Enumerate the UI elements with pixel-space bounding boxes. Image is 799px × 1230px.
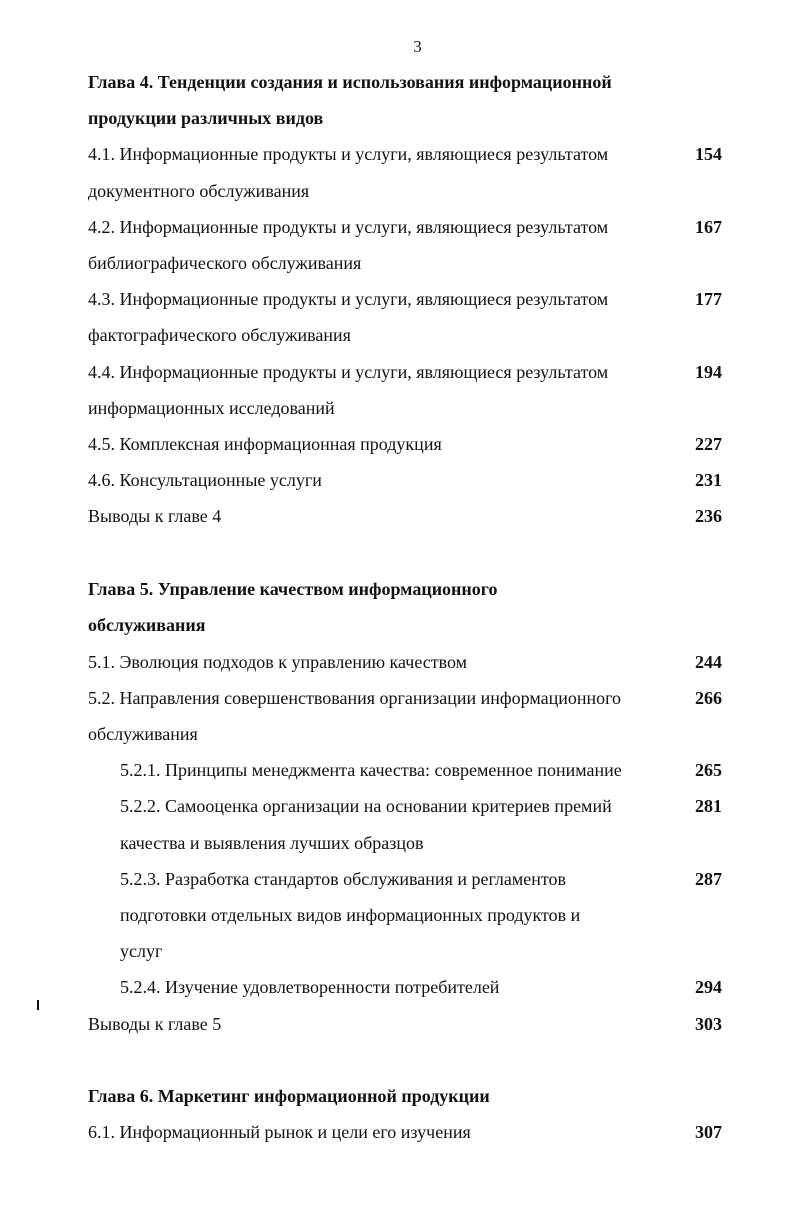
toc-entry-line: 6.1. Информационный рынок и цели его изучения [88, 1122, 471, 1143]
toc-entry-conclusions-5 [88, 1006, 728, 1042]
toc-entry-line: 5.2.3. Разработка стандартов обслуживания и регламентов [120, 868, 567, 889]
toc-entry-line: 4.2. Информационные продукты и услуги, являющиеся результатом [88, 216, 609, 237]
toc-entry-title [88, 752, 688, 788]
toc-entry-5-2-3 [88, 861, 728, 970]
toc-entry-4-3 [88, 281, 728, 353]
toc-entry-title [88, 1114, 688, 1150]
toc-entry-5-2-2 [88, 788, 728, 860]
toc-entry-title [88, 136, 688, 208]
chapter-gap [88, 535, 728, 572]
chapter-heading-line: Глава 6. Маркетинг информационной продукции [88, 1086, 490, 1107]
toc-entry-line: 4.4. Информационные продукты и услуги, являющиеся результатом [88, 361, 609, 382]
toc-entry-page: 303 [695, 1013, 722, 1034]
toc-entry-5-2 [88, 680, 728, 752]
toc-entry-title [88, 498, 688, 534]
chapter-6 [88, 1078, 728, 1150]
toc-entry-line: услуг [120, 941, 163, 962]
table-of-contents [88, 64, 728, 1151]
toc-entry-line: 5.1. Эволюция подходов к управлению качеством [88, 651, 468, 672]
chapter-5 [88, 571, 728, 1042]
chapter-heading-line: обслуживания [88, 615, 206, 636]
toc-entry-page: 167 [695, 216, 722, 237]
chapter-heading [88, 571, 728, 643]
toc-entry-title [88, 462, 688, 498]
toc-entry-line: Выводы к главе 5 [88, 1013, 222, 1034]
toc-entry-page: 236 [695, 506, 722, 527]
toc-entry-line: качества и выявления лучших образцов [120, 832, 424, 853]
toc-entry-page: 294 [695, 977, 722, 998]
chapter-heading [88, 64, 728, 136]
toc-entry-line: 5.2. Направления совершенствования организации информационного [88, 687, 622, 708]
toc-entry-line: 4.1. Информационные продукты и услуги, являющиеся результатом [88, 144, 609, 165]
toc-entry-line: подготовки отдельных видов информационных продуктов и [120, 904, 581, 925]
toc-entry-title [88, 969, 688, 1005]
toc-entry-line: Выводы к главе 4 [88, 506, 222, 527]
toc-entry-title [88, 209, 688, 281]
toc-entry-line: 4.6. Консультационные услуги [88, 470, 322, 491]
toc-entry-title [88, 680, 688, 752]
toc-entry-title [88, 788, 688, 860]
toc-entry-title [88, 1006, 688, 1042]
toc-entry-line: фактографического обслуживания [88, 325, 351, 346]
toc-entry-5-2-1 [88, 752, 728, 788]
toc-entry-4-1 [88, 136, 728, 208]
chapter-gap [88, 1042, 728, 1079]
toc-entry-5-2-4 [88, 969, 728, 1005]
chapter-heading-line: продукции различных видов [88, 108, 324, 129]
toc-entry-page: 194 [695, 361, 722, 382]
toc-entry-page: 244 [695, 651, 722, 672]
toc-entry-page: 265 [695, 760, 722, 781]
toc-entry-title [88, 281, 688, 353]
toc-entry-4-6 [88, 462, 728, 498]
toc-entry-page: 154 [695, 144, 722, 165]
toc-entry-line: информационных исследований [88, 397, 335, 418]
chapter-heading-line: Глава 5. Управление качеством информационного [88, 579, 498, 600]
toc-entry-line: обслуживания [88, 723, 198, 744]
toc-entry-title [88, 354, 688, 426]
chapter-heading [88, 1078, 728, 1114]
toc-entry-title [88, 644, 688, 680]
toc-entry-page: 266 [695, 687, 722, 708]
toc-entry-title [88, 861, 688, 970]
scan-mark [37, 1000, 39, 1010]
toc-entry-line: 5.2.4. Изучение удовлетворенности потребителей [120, 977, 500, 998]
toc-entry-page: 307 [695, 1122, 722, 1143]
chapter-heading-line: Глава 4. Тенденции создания и использования информационной [88, 72, 612, 92]
toc-entry-conclusions-4 [88, 498, 728, 534]
toc-entry-line: 4.5. Комплексная информационная продукция [88, 434, 442, 455]
toc-entry-line: 4.3. Информационные продукты и услуги, являющиеся результатом [88, 289, 609, 310]
chapter-4 [88, 64, 728, 535]
toc-entry-page: 281 [695, 796, 722, 817]
toc-entry-page: 177 [695, 289, 722, 310]
toc-entry-4-4 [88, 354, 728, 426]
toc-entry-title [88, 426, 688, 462]
toc-entry-line: 5.2.2. Самооценка организации на основании критериев премий [120, 796, 612, 817]
toc-entry-line: документного обслуживания [88, 180, 310, 201]
toc-entry-page: 227 [695, 434, 722, 455]
toc-entry-page: 287 [695, 868, 722, 889]
toc-entry-4-5 [88, 426, 728, 462]
toc-entry-4-2 [88, 209, 728, 281]
toc-entry-6-1 [88, 1114, 728, 1150]
toc-entry-5-1 [88, 644, 728, 680]
toc-entry-line: 5.2.1. Принципы менеджмента качества: современное понимание [120, 760, 622, 781]
toc-entry-page: 231 [695, 470, 722, 491]
toc-entry-line: библиографического обслуживания [88, 253, 362, 274]
page-number: 3 [413, 37, 422, 56]
